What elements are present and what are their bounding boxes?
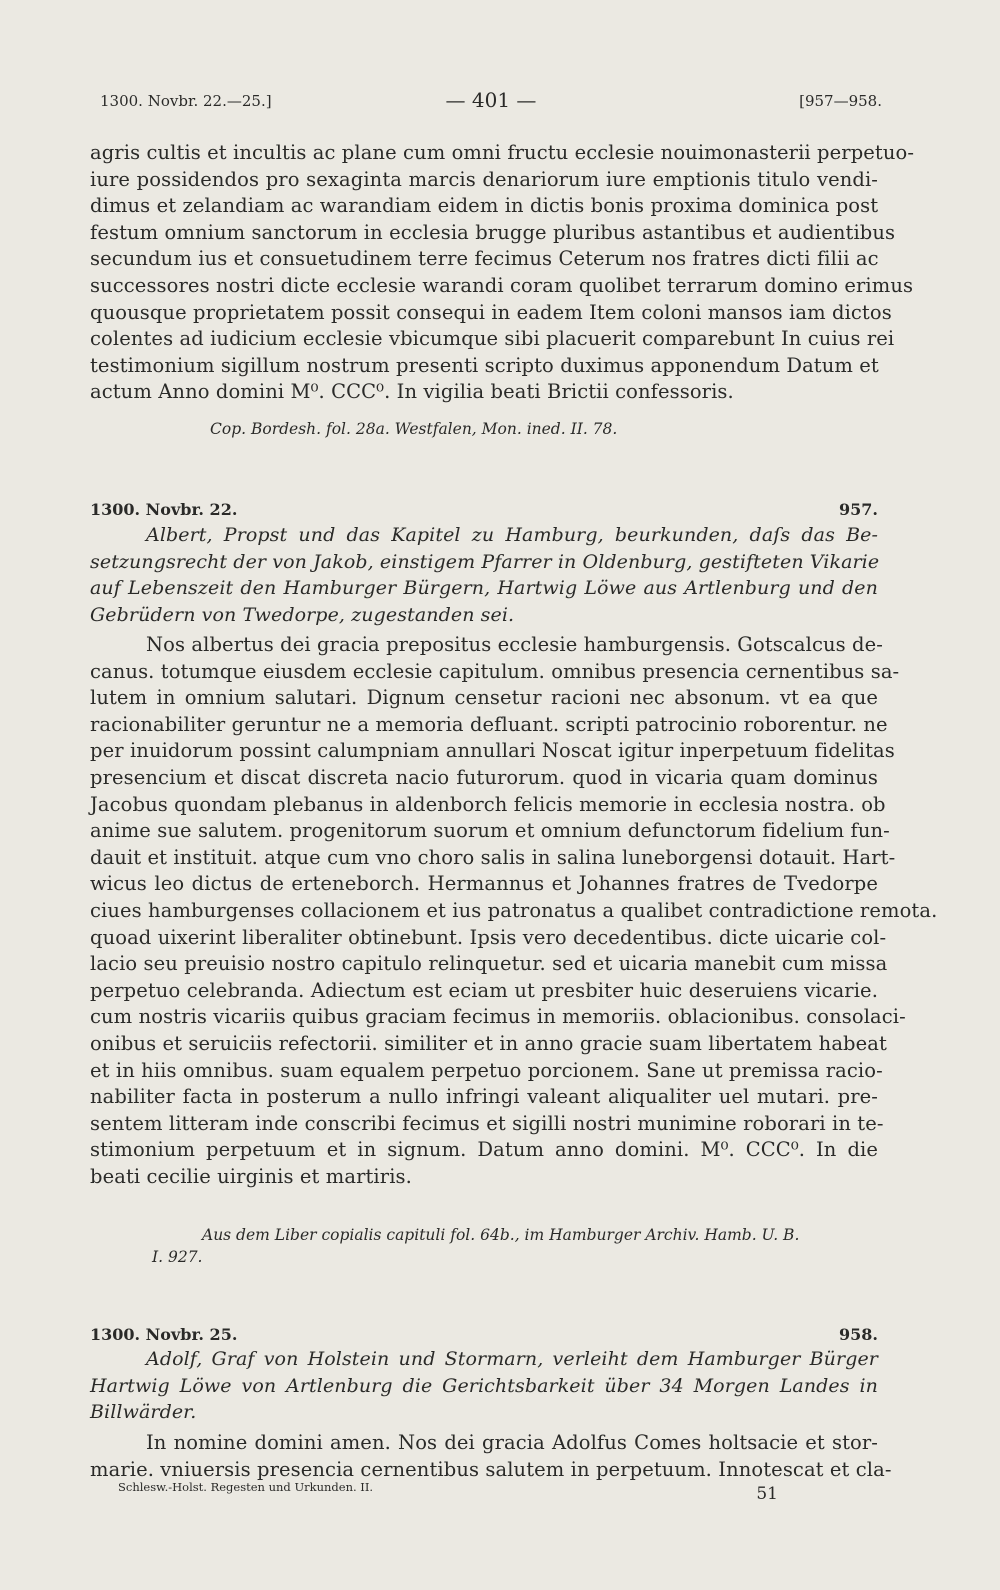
source-citation: Cop. Bordesh. fol. 28a. Westfalen, Mon. ined. II. 78. — [210, 420, 618, 438]
text-line: nabiliter facta in posterum a nullo infringi valeant aliqualiter uel mutari. pre- — [90, 1085, 878, 1109]
document-number: 958. — [839, 1325, 878, 1344]
text-line: Nos albertus dei gracia prepositus ecclesie hamburgensis. Gotscalcus de- — [146, 633, 883, 656]
page-footer — [118, 1480, 778, 1504]
text-line: successores nostri dicte ecclesie warandi coram quolibet terrarum domino erimus — [90, 273, 914, 297]
regest-958 — [90, 1346, 878, 1426]
regest-line: setzungsrecht der von Jakob, einstigem Pfarrer in Oldenburg, gestifteten Vikarie — [90, 550, 880, 573]
header-date-range: 1300. Novbr. 22.—25.] — [100, 92, 272, 110]
text-line: Jacobus quondam plebanus in aldenborch felicis memorie in ecclesia nostra. ob — [90, 792, 886, 816]
printer-signature: 51 — [756, 1484, 778, 1504]
document-date: 1300. Novbr. 22. — [90, 500, 238, 519]
regest-957 — [90, 522, 878, 628]
header-document-range: [957—958. — [799, 92, 882, 110]
series-title: Schlesw.-Holst. Regesten und Urkunden. II. — [118, 1480, 374, 1494]
text-line: colentes ad iudicium ecclesie vbicumque sibi placuerit comparebunt In cuius rei — [90, 327, 895, 351]
text-line: presencium et discat discreta nacio futurorum. quod in vicaria quam dominus — [90, 765, 878, 789]
text-line: dauit et instituit. atque cum vno choro salis in salina luneborgensi dotauit. Hart- — [90, 845, 896, 869]
text-line: perpetuo celebranda. Adiectum est eciam ut presbiter huic deseruiens vicarie. — [90, 978, 878, 1002]
text-line: festum omnium sanctorum in ecclesia brugge pluribus astantibus et audientibus — [90, 220, 896, 244]
regest-line: Billwärder. — [90, 1401, 197, 1424]
text-line: et in hiis omnibus. suam equalem perpetuo porcionem. Sane ut premissa racio- — [90, 1058, 883, 1082]
text-line: ciues hamburgenses collacionem et ius patronatus a qualibet contradictione remota. — [90, 898, 938, 922]
text-line: actum Anno domini M⁰. CCC⁰. In vigilia beati Brictii confessoris. — [90, 380, 734, 404]
document-date: 1300. Novbr. 25. — [90, 1325, 238, 1344]
document-number: 957. — [839, 500, 878, 519]
text-line: testimonium sigillum nostrum presenti scripto duximus apponendum Datum et — [90, 353, 879, 377]
text-line: anime sue salutem. progenitorum suorum et omnium defunctorum fidelium fun- — [90, 819, 890, 843]
continuation-text — [90, 140, 915, 406]
text-line: stimonium perpetuum et in signum. Datum anno domini. M⁰. CCC⁰. In die — [90, 1138, 878, 1162]
text-line: quoad uixerint liberaliter obtinebunt. Ipsis vero decedentibus. dicte uicarie col- — [90, 925, 887, 949]
text-line: racionabiliter geruntur ne a memoria defluant. scripti patrocinio roborentur. ne — [90, 712, 888, 736]
regest-line: auf Lebenszeit den Hamburger Bürgern, Hartwig Löwe aus Artlenburg und den — [90, 577, 878, 600]
citation-line: I. 927. — [152, 1248, 203, 1266]
text-line: lacio seu preuisio nostro capitulo relinquetur. sed et uicaria manebit cum missa — [90, 952, 888, 976]
citation-line: Aus dem Liber copialis capituli fol. 64b., im Hamburger Archiv. Hamb. U. B. — [202, 1226, 800, 1244]
text-line: per inuidorum possint calumpniam annullari Noscat igitur inperpetuum fidelitas — [90, 739, 895, 763]
regest-line: Albert, Propst und das Kapitel zu Hamburg, beurkunden, daſs das Be- — [146, 524, 878, 546]
document-text-957 — [90, 632, 938, 1190]
text-line: In nomine domini amen. Nos dei gracia Adolfus Comes holtsacie et stor- — [146, 1431, 878, 1454]
regest-line: Adolf, Graf von Holstein und Stormarn, verleiht dem Hamburger Bürger — [146, 1348, 878, 1370]
text-line: canus. totumque eiusdem ecclesie capitulum. omnibus presencia cernentibus sa- — [90, 659, 900, 683]
text-line: cum nostris vicariis quibus graciam fecimus in memoriis. oblacionibus. consolaci- — [90, 1005, 906, 1029]
regest-line: Gebrüdern von Twedorpe, zugestanden sei. — [90, 603, 515, 626]
text-line: onibus et seruiciis refectorii. similiter et in anno gracie suam libertatem habeat — [90, 1031, 887, 1055]
text-line: sentem litteram inde conscribi fecimus et sigilli nostri munimine roborari in te- — [90, 1111, 884, 1135]
document-text-958 — [90, 1430, 892, 1483]
text-line: iure possidendos pro sexaginta marcis denariorum iure emptionis titulo vendi- — [90, 167, 878, 191]
text-line: agris cultis et incultis ac plane cum omni fructu ecclesie nouimonasterii perpetuo- — [90, 141, 915, 164]
text-line: beati cecilie uirginis et martiris. — [90, 1164, 412, 1188]
text-line: dimus et zelandiam ac warandiam eidem in dictis bonis proxima dominica post — [90, 194, 879, 218]
text-line: marie. vniuersis presencia cernentibus salutem in perpetuum. Innotescat et cla- — [90, 1457, 892, 1481]
document-heading-957 — [90, 500, 878, 524]
source-citation-957 — [90, 1224, 878, 1268]
regest-line: Hartwig Löwe von Artlenburg die Gerichtsbarkeit über 34 Morgen Landes in — [90, 1374, 878, 1397]
text-line: wicus leo dictus de erteneborch. Hermannus et Johannes fratres de Tvedorpe — [90, 872, 878, 896]
running-header — [100, 88, 882, 118]
text-line: lutem in omnium salutari. Dignum censetur racioni nec absonum. vt ea que — [90, 686, 878, 710]
page-number: — 401 — — [445, 88, 537, 112]
text-line: secundum ius et consuetudinem terre fecimus Ceterum nos fratres dicti filii ac — [90, 247, 879, 271]
text-line: quousque proprietatem possit consequi in eadem Item coloni mansos iam dictos — [90, 300, 892, 324]
